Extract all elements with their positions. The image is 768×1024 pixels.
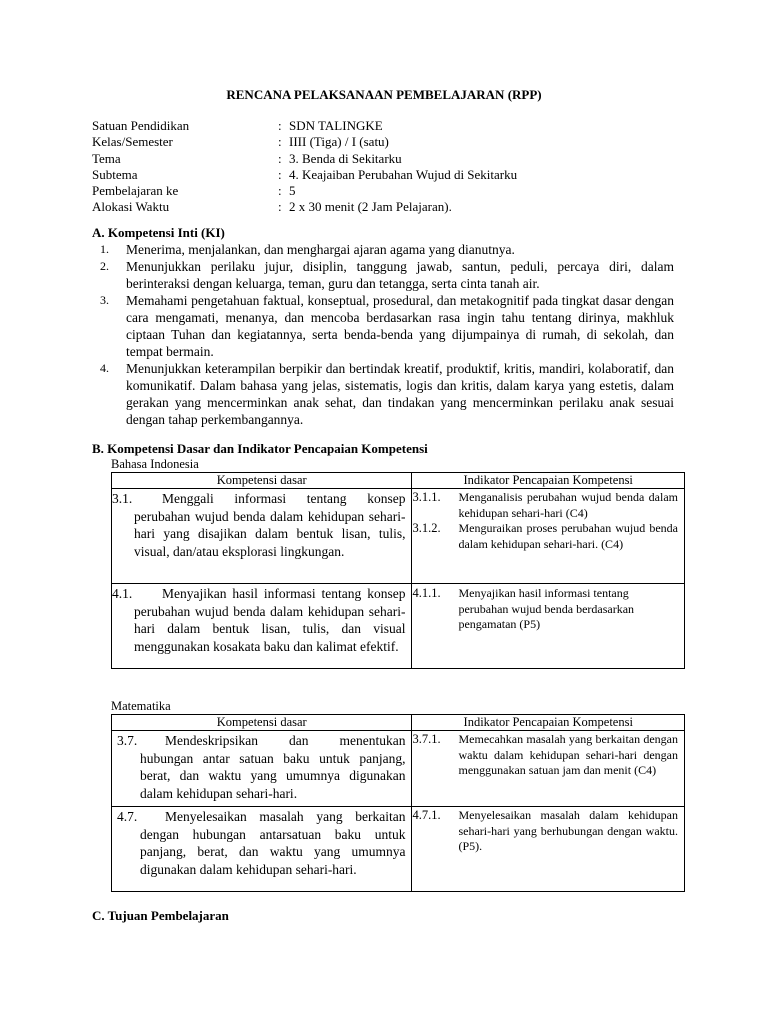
ipk-cell	[412, 807, 685, 892]
kd-cell	[112, 489, 412, 584]
identity-row	[92, 167, 517, 183]
identity-row	[92, 134, 517, 150]
ki-number: 3.	[100, 293, 109, 307]
ki-text: Memahami pengetahuan faktual, konseptual, prosedural, dan metakognitif pada tingkat dasar dengan cara mengamati, menanya, dan mencoba berdasarkan rasa ingin tahu tentang dirinya, makhluk ciptaan Tuhan dan kegiatannya, serta benda-benda yang dijumpainya di rumah, di sekolah, dan tempat bermain.	[126, 293, 674, 359]
ki-text: Menunjukkan keterampilan berpikir dan bertindak kreatif, produktif, kritis, mandiri, kolaboratif, dan komunikatif. Dalam bahasa yang jelas, sistematis, logis dan kritis, dalam karya yang estetis, dalam gerakan yang mencerminkan anak sehat, dan tindakan yang mencerminkan perilaku anak sesuai dengan tahap perkembangannya.	[126, 361, 674, 427]
identity-value: 2 x 30 menit (2 Jam Pelajaran).	[289, 199, 452, 215]
list-item	[100, 360, 674, 428]
ipk-text: Menganalisis perubahan wujud benda dalam kehidupan sehari-hari (C4)	[458, 490, 678, 520]
identity-label: Subtema	[92, 166, 138, 182]
column-header-ipk: Indikator Pencapaian Kompetensi	[412, 473, 685, 489]
identity-colon: :	[278, 166, 282, 182]
kd-cell	[112, 807, 412, 892]
section-c-heading: C. Tujuan Pembelajaran	[92, 908, 229, 923]
kd-text: Mendeskripsikan dan menentukan hubungan antar satuan baku untuk panjang, berat, dan waktu yang umumnya digunakan dalam kehidupan sehari-hari.	[140, 733, 406, 801]
identity-label: Kelas/Semester	[92, 134, 173, 150]
ipk-text: Menyajikan hasil informasi tentang perubahan wujud benda berdasarkan pengamatan (P5)	[458, 586, 635, 631]
identity-colon: :	[278, 134, 282, 150]
identity-colon: :	[278, 183, 282, 199]
table-row	[112, 731, 685, 807]
subject-label-matematika: Matematika	[111, 699, 171, 713]
ipk-item	[412, 807, 684, 855]
ki-number: 1.	[100, 242, 109, 256]
identity-block	[92, 118, 517, 216]
kd-table-matematika	[111, 714, 685, 892]
identity-row	[92, 151, 517, 167]
identity-label: Satuan Pendidikan	[92, 118, 190, 133]
ipk-item	[412, 584, 684, 633]
identity-value: SDN TALINGKE	[289, 118, 383, 133]
table-row	[112, 489, 685, 584]
kd-number: 4.7.	[117, 809, 138, 824]
section-b-heading: B. Kompetensi Dasar dan Indikator Pencapaian Kompetensi	[92, 441, 428, 456]
ipk-item	[412, 489, 684, 521]
ipk-cell	[412, 731, 685, 807]
list-item	[100, 258, 674, 292]
kd-text: Menyelesaikan masalah yang berkaitan dengan hubungan antarsatuan baku untuk panjang, berat, dan waktu yang umumnya digunakan dalam kehidupan sehari-hari.	[140, 809, 406, 877]
kd-text: Menyajikan hasil informasi tentang konsep perubahan wujud benda dalam kehidupan sehari-hari dalam bentuk lisan, tulis, dan visual menggunakan kosakata baku dan kalimat efektif.	[134, 586, 406, 654]
column-header-ipk: Indikator Pencapaian Kompetensi	[412, 715, 685, 731]
kd-number: 3.7.	[117, 733, 138, 748]
ki-text: Menerima, menjalankan, dan menghargai ajaran agama yang dianutnya.	[126, 242, 515, 257]
identity-row	[92, 183, 517, 199]
identity-value: 5	[289, 183, 296, 199]
identity-value: 4. Keajaiban Perubahan Wujud di Sekitarku	[289, 166, 518, 182]
kd-number: 3.1.	[112, 491, 133, 506]
ki-number: 4.	[100, 361, 109, 375]
kd-number: 4.1.	[112, 586, 133, 601]
identity-value: 3. Benda di Sekitarku	[289, 150, 402, 166]
ki-text: Menunjukkan perilaku jujur, disiplin, tanggung jawab, santun, peduli, percaya diri, dalam berinteraksi dengan keluarga, teman, guru dan tetangga, serta cinta tanah air.	[126, 259, 674, 291]
section-a-heading: A. Kompetensi Inti (KI)	[92, 225, 225, 240]
ipk-text: Menguraikan proses perubahan wujud benda dalam kehidupan sehari-hari. (C4)	[458, 521, 678, 551]
identity-label: Tema	[92, 150, 121, 166]
ipk-number: 3.1.1.	[412, 490, 441, 504]
identity-value: IIII (Tiga) / I (satu)	[289, 134, 389, 150]
table-row	[112, 584, 685, 669]
ki-list	[100, 241, 674, 428]
ipk-number: 4.1.1.	[412, 586, 441, 600]
subject-label-bahasa: Bahasa Indonesia	[111, 457, 199, 471]
page-title: RENCANA PELAKSANAAN PEMBELAJARAN (RPP)	[226, 87, 542, 102]
identity-label: Pembelajaran ke	[92, 183, 179, 199]
list-item	[100, 241, 674, 258]
column-header-kd: Kompetensi dasar	[112, 473, 412, 489]
kd-cell	[112, 731, 412, 807]
kd-cell	[112, 584, 412, 669]
ipk-item	[412, 731, 684, 779]
list-item	[100, 292, 674, 360]
identity-colon: :	[278, 150, 282, 166]
ipk-number: 3.1.2.	[412, 521, 441, 535]
table-row	[112, 807, 685, 892]
ipk-item	[412, 521, 684, 552]
identity-row	[92, 118, 517, 134]
ipk-text: Menyelesaikan masalah dalam kehidupan sehari-hari yang berhubungan dengan waktu. (P5).	[458, 808, 678, 853]
ipk-cell	[412, 584, 685, 669]
ipk-text: Memecahkan masalah yang berkaitan dengan waktu dalam kehidupan sehari-hari dengan menggunakan satuan jam dan menit (C4)	[458, 732, 678, 777]
ipk-cell	[412, 489, 685, 584]
kd-table-bahasa	[111, 472, 685, 669]
identity-colon: :	[278, 118, 282, 133]
identity-colon: :	[278, 199, 282, 215]
identity-label: Alokasi Waktu	[92, 199, 170, 215]
ipk-number: 3.7.1.	[412, 732, 441, 746]
ipk-number: 4.7.1.	[412, 808, 441, 822]
kd-text: Menggali informasi tentang konsep perubahan wujud benda dalam kehidupan sehari-hari yang disajikan dalam bentuk lisan, tulis, visual, dan/atau eksplorasi lingkungan.	[134, 491, 406, 559]
identity-row	[92, 199, 517, 215]
column-header-kd: Kompetensi dasar	[112, 715, 412, 731]
ki-number: 2.	[100, 259, 109, 273]
